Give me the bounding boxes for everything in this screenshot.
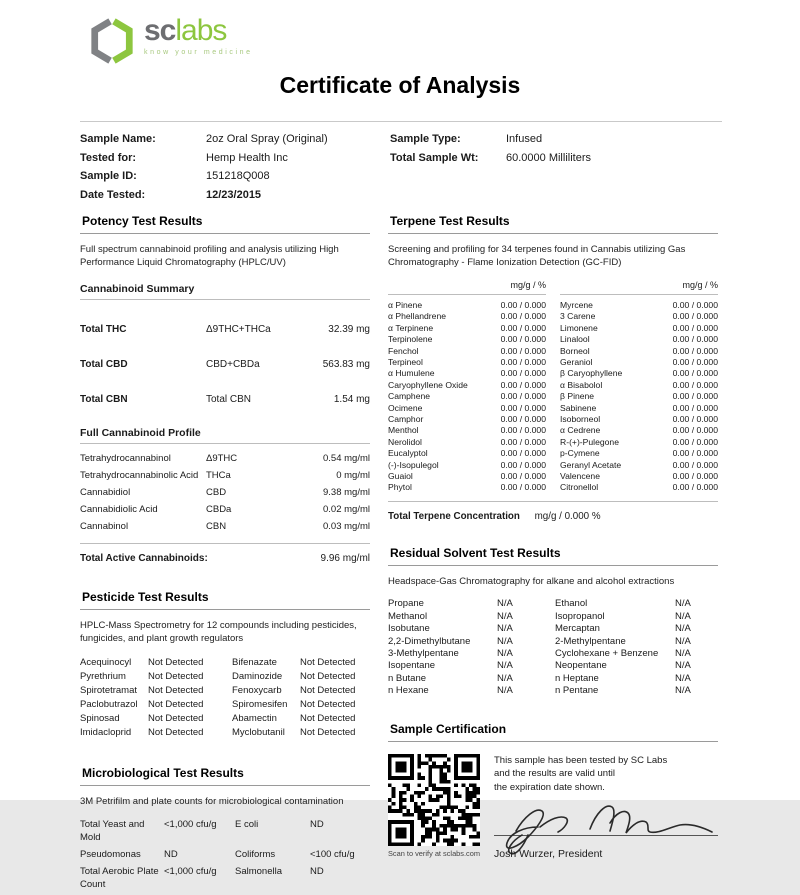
terpene-value: 0.00 / 0.000 <box>672 311 718 322</box>
micro-result: ND <box>164 849 178 861</box>
micro-result: <100 cfu/g <box>310 849 355 861</box>
pesticide-row <box>80 698 370 712</box>
terpene-row <box>388 334 546 345</box>
terpene-row <box>388 357 546 368</box>
signer-name: Josh Wurzer, President <box>494 847 603 860</box>
solvent-result: N/A <box>675 635 691 647</box>
compound-name: Tetrahydrocannabinolic Acid <box>80 469 199 481</box>
sample-name-label: Sample Name: <box>80 133 156 145</box>
profile-row <box>80 484 370 501</box>
sample-name-value: 2oz Oral Spray (Original) <box>206 133 328 145</box>
terpene-name: Nerolidol <box>388 436 422 447</box>
micro-test-name: Total Aerobic Plate Count <box>80 866 159 891</box>
micro-table <box>80 818 370 891</box>
terpene-row <box>388 437 546 448</box>
terpene-name: Camphene <box>388 391 431 402</box>
micro-result: <1,000 cfu/g <box>164 866 217 878</box>
terpene-row <box>560 300 718 311</box>
compound-value: 0.02 mg/ml <box>323 503 370 515</box>
pesticide-result: Not Detected <box>300 656 356 668</box>
terpene-value: 0.00 / 0.000 <box>672 391 718 402</box>
terpene-value: 0.00 / 0.000 <box>500 334 546 345</box>
terpene-value: 0.00 / 0.000 <box>500 368 546 379</box>
terpene-value: 0.00 / 0.000 <box>672 345 718 356</box>
solvent-name: 3-Methylpentane <box>388 647 459 659</box>
terpene-row <box>388 391 546 402</box>
micro-test-name: Total Yeast and Mold <box>80 819 145 844</box>
solvent-result: N/A <box>497 647 513 659</box>
qr-code <box>388 754 480 846</box>
solvent-row <box>388 623 718 635</box>
pesticide-result: Not Detected <box>148 684 204 696</box>
terpene-table <box>388 300 718 494</box>
pesticide-name: Spiromesifen <box>232 698 288 710</box>
terpene-row <box>560 357 718 368</box>
solvent-result: N/A <box>497 610 513 622</box>
unit-header-right: mg/g / % <box>560 280 718 295</box>
solvent-name: Ethanol <box>555 598 588 610</box>
certification-text-block <box>484 754 718 860</box>
terpene-name: β Pinene <box>560 391 595 402</box>
solvent-result: N/A <box>497 623 513 635</box>
terpene-value: 0.00 / 0.000 <box>672 414 718 425</box>
logo-labs: labs <box>175 14 227 47</box>
terpene-name: Eucalyptol <box>388 448 428 459</box>
terpene-row <box>388 323 546 334</box>
date-tested-value: 12/23/2015 <box>206 188 262 201</box>
terpene-row <box>388 346 546 357</box>
pesticide-name: Daminozide <box>232 670 283 682</box>
micro-heading: Microbiological Test Results <box>80 764 370 786</box>
right-column <box>388 212 718 860</box>
left-column <box>80 212 370 895</box>
cannabinoid-code: Total CBN <box>206 393 252 405</box>
terpene-row <box>388 300 546 311</box>
solvent-row <box>388 660 718 672</box>
cannabinoid-summary-heading: Cannabinoid Summary <box>80 283 370 300</box>
statement-line: This sample has been tested by SC Labs <box>494 754 668 766</box>
sample-name-row <box>80 130 390 149</box>
summary-row <box>80 394 370 405</box>
terpene-row <box>560 414 718 425</box>
terpene-row <box>560 346 718 357</box>
micro-test-name: Salmonella <box>235 866 282 878</box>
compound-value: 0.03 mg/ml <box>323 520 370 532</box>
solvent-name: Propane <box>388 598 424 610</box>
pesticide-result: Not Detected <box>300 726 356 738</box>
potency-description: Full spectrum cannabinoid profiling and analysis utilizing High Performance Liquid Chromatography (HPLC/UV) <box>80 244 339 269</box>
pesticide-name: Bifenazate <box>232 656 277 668</box>
terpene-name: Menthol <box>388 425 419 436</box>
terpene-name: α Pinene <box>388 299 423 310</box>
terpene-name: Camphor <box>388 414 424 425</box>
terpene-total-label: Total Terpene Concentration <box>388 510 520 522</box>
terpene-row <box>388 414 546 425</box>
micro-row <box>80 865 370 891</box>
terpene-value: 0.00 / 0.000 <box>500 379 546 390</box>
profile-row <box>80 501 370 518</box>
solvent-row <box>388 636 718 648</box>
micro-row <box>80 848 370 861</box>
pesticide-table <box>80 656 370 740</box>
pesticide-result: Not Detected <box>148 670 204 682</box>
terpene-value: 0.00 / 0.000 <box>672 471 718 482</box>
terpene-value: 0.00 / 0.000 <box>500 425 546 436</box>
terpene-value: 0.00 / 0.000 <box>500 345 546 356</box>
terpene-row <box>388 460 546 471</box>
certification-statement <box>494 754 718 795</box>
terpene-value: 0.00 / 0.000 <box>672 357 718 367</box>
pesticide-result: Not Detected <box>300 670 356 682</box>
pesticide-name: Pyrethrium <box>80 670 126 682</box>
terpene-row <box>560 482 718 493</box>
solvent-result: N/A <box>675 623 691 635</box>
terpene-value: 0.00 / 0.000 <box>500 414 546 425</box>
solvent-name: 2,2-Dimethylbutane <box>388 635 471 647</box>
statement-line: the expiration date shown. <box>494 782 605 794</box>
solvent-name: n Butane <box>388 672 427 684</box>
tested-for-row <box>80 149 390 168</box>
compound-code: CBD <box>206 486 227 498</box>
micro-test-name: Pseudomonas <box>80 849 141 861</box>
terpene-unit-headers <box>388 280 718 295</box>
summary-row <box>80 359 370 370</box>
terpene-total-row <box>388 501 718 522</box>
terpene-row <box>560 403 718 414</box>
solvent-result: N/A <box>497 672 513 684</box>
terpene-row <box>560 471 718 482</box>
terpene-name: R-(+)-Pulegone <box>560 436 619 447</box>
terpene-value: 0.00 / 0.000 <box>672 334 718 345</box>
terpene-row <box>560 380 718 391</box>
pesticide-name: Acequinocyl <box>80 656 132 668</box>
qr-caption: Scan to verify at sclabs.com <box>388 848 481 858</box>
terpene-name: Isoborneol <box>560 414 601 425</box>
micro-result: ND <box>310 866 324 878</box>
terpene-row <box>560 425 718 436</box>
micro-result: <1,000 cfu/g <box>164 819 217 831</box>
solvent-heading: Residual Solvent Test Results <box>388 544 718 566</box>
solvent-name: Isopentane <box>388 660 436 672</box>
compound-value: 0 mg/ml <box>336 469 370 481</box>
terpene-value: 0.00 / 0.000 <box>500 391 546 402</box>
cannabinoid-code: Δ9THC+THCa <box>206 323 271 335</box>
pesticide-name: Myclobutanil <box>232 726 285 738</box>
terpene-row <box>560 460 718 471</box>
terpene-value: 0.00 / 0.000 <box>672 379 718 390</box>
solvent-result: N/A <box>675 672 691 684</box>
terpene-name: Caryophyllene Oxide <box>388 379 468 390</box>
sample-info-left <box>80 130 390 204</box>
terpene-value: 0.00 / 0.000 <box>672 482 718 493</box>
logo-tagline: know your medicine <box>144 49 253 56</box>
sample-wt-value: 60.0000 Milliliters <box>506 151 591 164</box>
signature-block <box>494 797 718 860</box>
terpene-value: 0.00 / 0.000 <box>672 459 718 470</box>
compound-name: Tetrahydrocannabinol <box>80 452 171 464</box>
solvent-name: n Heptane <box>555 672 599 684</box>
solvent-name: Isobutane <box>388 623 430 635</box>
pesticide-result: Not Detected <box>148 726 204 738</box>
solvent-table <box>388 598 718 697</box>
terpene-row <box>560 448 718 459</box>
page-title: Certificate of Analysis <box>279 72 521 98</box>
terpene-name: Phytol <box>388 482 412 493</box>
qr-block <box>388 754 484 860</box>
sample-info-right <box>390 130 722 204</box>
pesticide-name: Fenoxycarb <box>232 684 282 696</box>
pesticide-result: Not Detected <box>148 712 204 724</box>
logo-sc: sc <box>144 14 176 47</box>
solvent-description: Headspace-Gas Chromatography for alkane and alcohol extractions <box>388 575 675 587</box>
cannabinoid-value: 32.39 mg <box>328 323 370 335</box>
terpene-row <box>388 471 546 482</box>
terpene-value: 0.00 / 0.000 <box>500 459 546 470</box>
pesticide-result: Not Detected <box>148 656 204 668</box>
micro-test-name: E coli <box>235 819 259 831</box>
micro-result: ND <box>310 819 324 831</box>
terpene-total-value: mg/g / 0.000 % <box>534 510 601 522</box>
terpene-row <box>560 311 718 322</box>
compound-name: Cannabinol <box>80 520 129 532</box>
cannabinoid-name: Total CBN <box>80 393 128 405</box>
terpene-name: Limonene <box>560 322 598 333</box>
solvent-result: N/A <box>675 647 691 659</box>
terpene-name: Guaiol <box>388 471 413 482</box>
compound-code: CBN <box>206 520 227 532</box>
solvent-row <box>388 611 718 623</box>
solvent-result: N/A <box>675 660 691 672</box>
pesticide-row <box>80 726 370 740</box>
terpene-name: Geranyl Acetate <box>560 459 622 470</box>
terpene-name: Sabinene <box>560 402 597 413</box>
terpene-value: 0.00 / 0.000 <box>672 448 718 459</box>
terpene-table-left <box>388 300 546 494</box>
terpene-name: Terpinolene <box>388 334 433 345</box>
terpene-value: 0.00 / 0.000 <box>672 299 718 310</box>
compound-value: 9.38 mg/ml <box>323 486 370 498</box>
solvent-name: Cyclohexane + Benzene <box>555 647 659 659</box>
terpene-row <box>388 311 546 322</box>
terpene-name: 3 Carene <box>560 311 596 322</box>
cannabinoid-profile-heading: Full Cannabinoid Profile <box>80 427 370 444</box>
terpene-row <box>388 482 546 493</box>
solvent-row <box>388 685 718 697</box>
solvent-result: N/A <box>497 660 513 672</box>
profile-row <box>80 467 370 484</box>
compound-code: CBDa <box>206 503 232 515</box>
terpene-row <box>388 368 546 379</box>
pesticide-description: HPLC-Mass Spectrometry for 12 compounds including pesticides, fungicides, and plant growth regulators <box>80 619 357 645</box>
compound-value: 0.54 mg/ml <box>323 452 370 464</box>
profile-row <box>80 450 370 467</box>
terpene-value: 0.00 / 0.000 <box>500 322 546 333</box>
terpene-name: α Phellandrene <box>388 311 447 322</box>
terpene-name: α Cedrene <box>560 425 601 436</box>
summary-row <box>80 324 370 335</box>
tested-for-value: Hemp Health Inc <box>206 151 288 164</box>
solvent-result: N/A <box>675 610 691 622</box>
micro-test-name: Coliforms <box>235 849 276 861</box>
micro-description: 3M Petrifilm and plate counts for microbiological contamination <box>80 795 344 807</box>
cannabinoid-profile-table <box>80 450 370 535</box>
terpene-value: 0.00 / 0.000 <box>672 425 718 436</box>
sample-id-value: 151218Q008 <box>206 170 270 182</box>
hexagon-logo-icon <box>88 16 136 66</box>
pesticide-name: Imidacloprid <box>80 726 132 738</box>
pesticide-heading: Pesticide Test Results <box>80 588 370 610</box>
terpene-value: 0.00 / 0.000 <box>500 357 546 367</box>
total-active-cannabinoids-row <box>80 543 370 564</box>
sample-wt-label: Total Sample Wt: <box>390 151 479 164</box>
solvent-result: N/A <box>675 685 691 697</box>
logo-text <box>144 16 253 56</box>
pesticide-row <box>80 670 370 684</box>
sample-info <box>80 121 722 204</box>
terpene-name: Valencene <box>560 471 600 482</box>
solvent-result: N/A <box>497 685 513 697</box>
pesticide-name: Paclobutrazol <box>80 698 138 710</box>
terpene-name: Fenchol <box>388 345 419 356</box>
terpene-value: 0.00 / 0.000 <box>500 471 546 482</box>
pesticide-name: Abamectin <box>232 712 277 724</box>
terpene-name: β Caryophyllene <box>560 368 623 379</box>
cannabinoid-code: CBD+CBDa <box>206 358 260 370</box>
terpene-name: p-Cymene <box>560 448 600 459</box>
terpene-name: Citronellol <box>560 482 599 493</box>
terpene-name: α Humulene <box>388 368 435 379</box>
pesticide-row <box>80 684 370 698</box>
unit-header-left: mg/g / % <box>388 280 546 295</box>
terpene-value: 0.00 / 0.000 <box>500 448 546 459</box>
solvent-name: Isopropanol <box>555 610 605 622</box>
solvent-result: N/A <box>497 635 513 647</box>
terpene-value: 0.00 / 0.000 <box>500 311 546 322</box>
solvent-row <box>388 673 718 685</box>
solvent-name: n Hexane <box>388 685 429 697</box>
terpene-name: α Bisabolol <box>560 379 603 390</box>
terpene-name: Myrcene <box>560 299 593 310</box>
terpene-value: 0.00 / 0.000 <box>672 436 718 447</box>
sample-type-label: Sample Type: <box>390 133 461 145</box>
terpene-row <box>560 391 718 402</box>
sample-type-row <box>390 130 722 149</box>
total-active-label: Total Active Cannabinoids: <box>80 552 208 564</box>
solvent-name: Mercaptan <box>555 623 600 635</box>
terpene-name: Linalool <box>560 334 590 345</box>
terpene-name: α Terpinene <box>388 322 434 333</box>
solvent-result: N/A <box>497 598 513 610</box>
profile-row <box>80 518 370 535</box>
sample-id-label: Sample ID: <box>80 170 137 182</box>
terpene-row <box>388 425 546 436</box>
solvent-row <box>388 648 718 660</box>
certification-body <box>388 754 718 860</box>
compound-name: Cannabidiolic Acid <box>80 503 158 515</box>
terpene-value: 0.00 / 0.000 <box>672 402 718 413</box>
terpene-value: 0.00 / 0.000 <box>500 436 546 447</box>
solvent-name: n Pentane <box>555 685 599 697</box>
certification-heading: Sample Certification <box>388 720 718 742</box>
pesticide-result: Not Detected <box>300 712 356 724</box>
terpene-description: Screening and profiling for 34 terpenes found in Cannabis utilizing Gas Chromatography - Flame Ionization Detection (GC-FID) <box>388 244 686 269</box>
tested-for-label: Tested for: <box>80 151 137 164</box>
terpene-row <box>388 380 546 391</box>
compound-code: THCa <box>206 469 231 481</box>
terpene-name: Borneol <box>560 345 590 356</box>
terpene-row <box>388 403 546 414</box>
terpene-value: 0.00 / 0.000 <box>672 368 718 379</box>
pesticide-row <box>80 656 370 670</box>
micro-row <box>80 818 370 844</box>
statement-line: and the results are valid until <box>494 768 615 780</box>
terpene-name: Ocimene <box>388 402 423 413</box>
pesticide-row <box>80 712 370 726</box>
terpene-row <box>560 437 718 448</box>
terpene-value: 0.00 / 0.000 <box>500 299 546 310</box>
solvent-name: Methanol <box>388 610 428 622</box>
pesticide-result: Not Detected <box>300 684 356 696</box>
sclabs-logo <box>88 16 253 66</box>
date-tested-label: Date Tested: <box>80 188 146 201</box>
terpene-row <box>560 368 718 379</box>
terpene-value: 0.00 / 0.000 <box>500 482 546 493</box>
compound-name: Cannabidiol <box>80 486 131 498</box>
sample-wt-row <box>390 149 722 168</box>
cannabinoid-value: 1.54 mg <box>333 393 370 405</box>
cannabinoid-name: Total THC <box>80 323 127 335</box>
potency-heading: Potency Test Results <box>80 212 370 234</box>
cannabinoid-name: Total CBD <box>80 358 128 370</box>
pesticide-result: Not Detected <box>148 698 204 710</box>
terpene-heading: Terpene Test Results <box>388 212 718 234</box>
compound-code: Δ9THC <box>206 452 238 464</box>
pesticide-name: Spinosad <box>80 712 120 724</box>
terpene-name: Geraniol <box>560 357 593 367</box>
cannabinoid-value: 563.83 mg <box>322 358 370 370</box>
terpene-table-right <box>560 300 718 494</box>
terpene-value: 0.00 / 0.000 <box>500 402 546 413</box>
terpene-name: (-)-Isopulegol <box>388 459 439 470</box>
pesticide-result: Not Detected <box>300 698 356 710</box>
cannabinoid-summary-table <box>80 324 370 405</box>
signature <box>494 797 718 849</box>
terpene-row <box>388 448 546 459</box>
pesticide-name: Spirotetramat <box>80 684 138 696</box>
sample-type-value: Infused <box>506 133 543 145</box>
solvent-name: 2-Methylpentane <box>555 635 626 647</box>
sample-id-row <box>80 167 390 186</box>
terpene-row <box>560 323 718 334</box>
solvent-result: N/A <box>675 598 691 610</box>
solvent-name: Neopentane <box>555 660 607 672</box>
terpene-name: Terpineol <box>388 357 423 367</box>
solvent-row <box>388 598 718 610</box>
terpene-row <box>560 334 718 345</box>
date-tested-row <box>80 186 390 205</box>
total-active-value: 9.96 mg/ml <box>320 552 370 564</box>
terpene-value: 0.00 / 0.000 <box>672 322 718 333</box>
